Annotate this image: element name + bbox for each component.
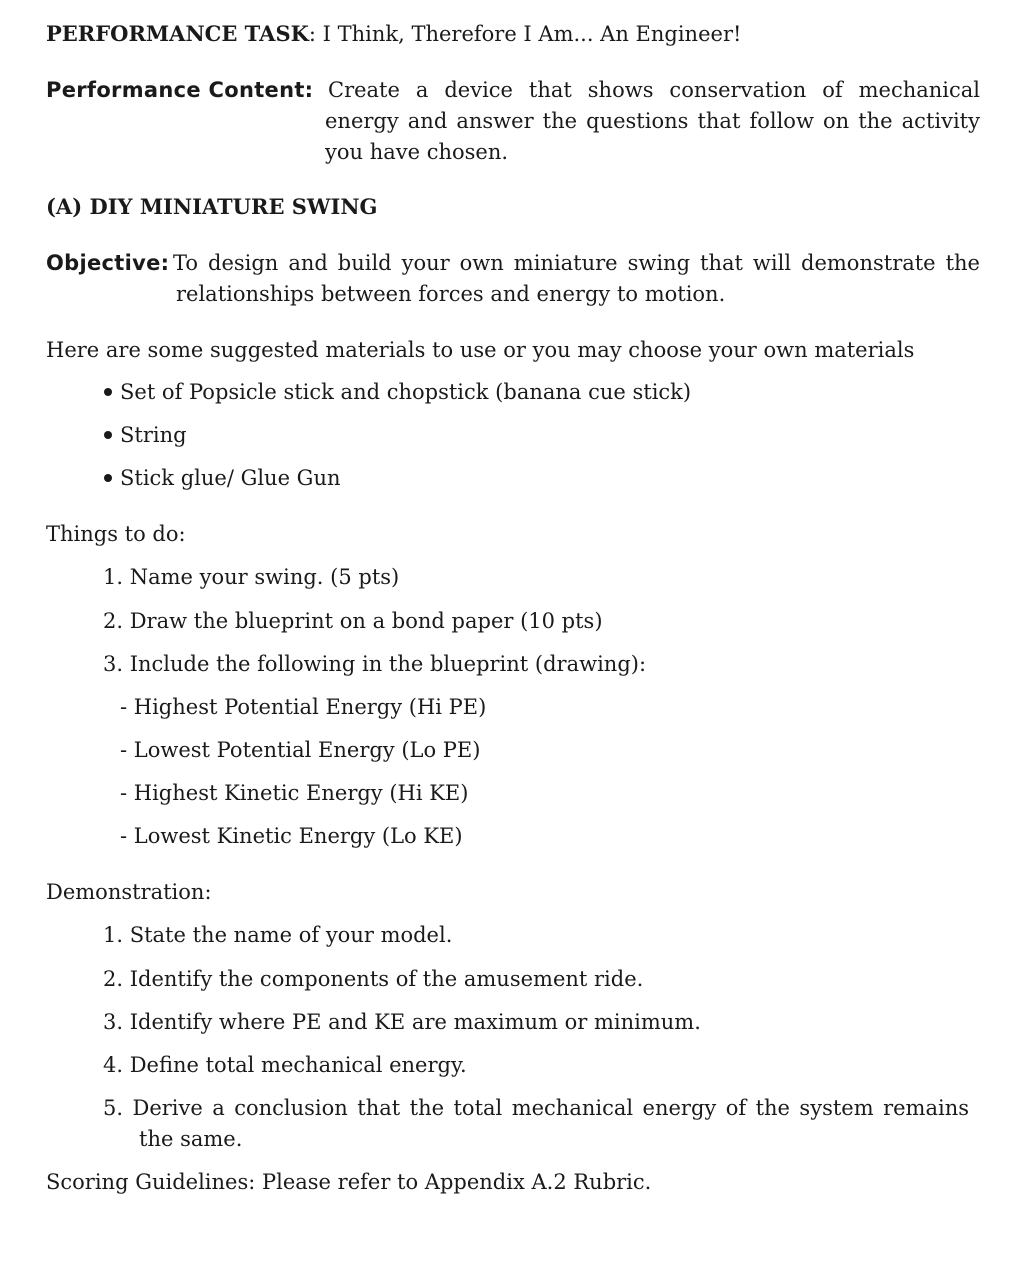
objective-label: Objective:: [46, 251, 170, 275]
performance-content-line-3: you have chosen.: [325, 140, 509, 164]
section-a-heading: (A) DIY MINIATURE SWING: [46, 194, 378, 219]
performance-content-label: Performance Content:: [46, 78, 314, 102]
demonstration-item-5-line-2: the same.: [139, 1127, 243, 1151]
energy-subitem: - Highest Potential Energy (Hi PE): [120, 695, 487, 719]
energy-subitem: - Lowest Potential Energy (Lo PE): [120, 738, 481, 762]
objective-line-1: To design and build your own miniature swing that will demonstrate the: [173, 251, 980, 275]
things-to-do-item: 1. Name your swing. (5 pts): [103, 565, 400, 589]
objective-line-2: relationships between forces and energy to motion.: [176, 282, 726, 306]
task-label: PERFORMANCE TASK: [46, 21, 309, 46]
demonstration-heading: Demonstration:: [46, 880, 212, 904]
scoring-guidelines: Scoring Guidelines: Please refer to Appendix A.2 Rubric.: [46, 1170, 652, 1194]
energy-subitem: - Highest Kinetic Energy (Hi KE): [120, 781, 469, 805]
task-separator: :: [308, 22, 316, 46]
demonstration-item-5-line-1: 5. Derive a conclusion that the total mechanical energy of the system remains: [103, 1096, 969, 1120]
energy-subitem: - Lowest Kinetic Energy (Lo KE): [120, 824, 463, 848]
bullet-icon: [104, 388, 112, 396]
material-item: Stick glue/ Glue Gun: [104, 463, 341, 493]
material-item: String: [104, 420, 187, 450]
material-item: Set of Popsicle stick and chopstick (banana cue stick): [104, 377, 691, 407]
things-to-do-item: 2. Draw the blueprint on a bond paper (10 pts): [103, 609, 603, 633]
performance-content-line-1: Create a device that shows conservation of mechanical: [328, 78, 980, 102]
task-header: [46, 19, 741, 49]
bullet-icon: [104, 431, 112, 439]
task-title: I Think, Therefore I Am... An Engineer!: [322, 22, 742, 46]
demonstration-item: 1. State the name of your model.: [103, 923, 453, 947]
materials-intro: Here are some suggested materials to use or you may choose your own materials: [46, 338, 915, 362]
bullet-icon: [104, 474, 112, 482]
demonstration-item: 3. Identify where PE and KE are maximum or minimum.: [103, 1010, 701, 1034]
things-to-do-item: 3. Include the following in the blueprint (drawing):: [103, 652, 647, 676]
demonstration-item: 2. Identify the components of the amusement ride.: [103, 967, 644, 991]
demonstration-item: 4. Define total mechanical energy.: [103, 1053, 467, 1077]
performance-content-line-2: energy and answer the questions that follow on the activity: [325, 109, 980, 133]
things-to-do-heading: Things to do:: [46, 522, 186, 546]
